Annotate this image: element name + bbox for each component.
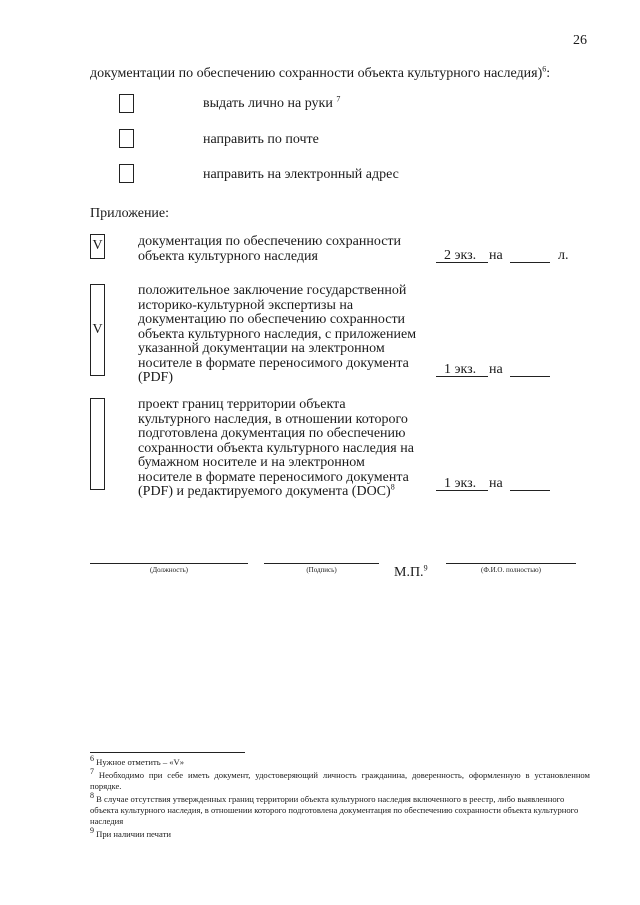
footnote-8 <box>90 791 590 827</box>
footnote-text: Нужное отметить – «V» <box>96 757 185 767</box>
footnote-number: 7 <box>90 767 94 777</box>
footnote-text: Необходимо при себе иметь документ, удостоверяющий личность гражданина, доверенность, оформленную в установленном порядке. <box>90 770 590 791</box>
footnotes <box>90 754 590 840</box>
appendix-item-line-text: (PDF) и редактируемого документа (DOC) <box>138 484 391 499</box>
appendix-item-line: историко-культурной экспертизы на <box>138 297 354 313</box>
full-name-caption: (Ф.И.О. полностью) <box>481 566 541 574</box>
appendix-item-3-on-label: на <box>489 476 503 491</box>
appendix-item-2-on-label: на <box>489 362 503 377</box>
seal-text: М.П. <box>394 565 424 580</box>
footnote-9 <box>90 826 590 840</box>
appendix-item-2-copies-underline <box>436 376 488 377</box>
appendix-item-3-text <box>138 398 414 500</box>
appendix-item-1-text <box>138 234 401 264</box>
appendix-item-1-sheets-field[interactable] <box>510 262 550 263</box>
appendix-item-1-on-label: на <box>489 248 503 263</box>
position-caption: (Должность) <box>150 566 188 574</box>
full-name-field[interactable] <box>446 563 576 564</box>
delivery-option-mail-checkbox[interactable] <box>119 129 134 148</box>
appendix-item-line: проект границ территории объекта <box>138 397 346 412</box>
appendix-item-line: бумажном носителе и на электронном <box>138 455 365 470</box>
appendix-item-3-copies-underline <box>436 490 488 491</box>
delivery-option-in-person-checkbox[interactable] <box>119 94 134 113</box>
appendix-item-line: сохранности объекта культурного наследия на <box>138 440 414 456</box>
delivery-option-in-person-label <box>203 96 340 111</box>
appendix-item-2-copies: 1 экз. <box>444 362 477 377</box>
appendix-item-1-sheets-unit: л. <box>558 248 569 263</box>
appendix-item-line <box>138 482 414 500</box>
appendix-item-line: культурного наследия, в отношении которого <box>138 411 408 427</box>
appendix-title: Приложение: <box>90 206 170 221</box>
seal-footnote-ref: 9 <box>423 563 428 573</box>
appendix-item-line: документация по обеспечению сохранности <box>138 234 402 249</box>
appendix-item-2-checkmark: V <box>92 322 103 337</box>
appendix-item-1-copies: 2 экз. <box>444 248 477 263</box>
appendix-item-line: носителе в формате переносимого документа <box>138 469 409 485</box>
footnote-text: В случае отсутствия утвержденных границ территории объекта культурного наследия включенного в реестр, либо выявленного объекта культурного наследия, в отношении которого подготовлена документация по обеспечению сохранности объекта культурного наследия <box>90 794 579 826</box>
appendix-item-line: объекта культурного наследия <box>138 249 318 264</box>
appendix-item-line: положительное заключение государственной <box>138 283 407 298</box>
footnote-number: 6 <box>90 754 94 764</box>
seal-label <box>394 565 428 580</box>
heading-line <box>90 66 550 81</box>
heading-footnote-ref: 6 <box>542 64 547 74</box>
appendix-item-3-checkbox[interactable] <box>90 398 105 490</box>
delivery-option-email-checkbox[interactable] <box>119 164 134 183</box>
heading-text: документации по обеспечению сохранности объекта культурного наследия) <box>90 66 543 81</box>
appendix-item-line: объекта культурного наследия, с приложением <box>138 326 417 342</box>
footnote-text: При наличии печати <box>96 829 171 839</box>
appendix-item-2-sheets-field[interactable] <box>510 376 550 377</box>
signature-caption: (Подпись) <box>306 566 337 574</box>
appendix-item-2-text <box>138 284 416 386</box>
footnote-7 <box>90 767 590 792</box>
footnote-6 <box>90 754 590 768</box>
heading-tail: : <box>546 66 551 81</box>
appendix-item-3-copies: 1 экз. <box>444 476 477 491</box>
delivery-option-label-text: выдать лично на руки <box>203 96 333 111</box>
footnote-number: 9 <box>90 826 94 836</box>
position-field[interactable] <box>90 563 248 564</box>
appendix-item-line: указанной документации на электронном <box>138 341 385 356</box>
appendix-item-line: носителе в формате переносимого документа <box>138 355 409 371</box>
appendix-item-line: подготовлена документация по обеспечению <box>138 426 406 441</box>
appendix-item-1-copies-underline <box>436 262 488 263</box>
delivery-option-footnote-ref: 7 <box>336 94 341 104</box>
appendix-item-1-checkmark: V <box>92 238 103 253</box>
page-number: 26 <box>573 33 587 48</box>
delivery-option-email-label: направить на электронный адрес <box>203 167 399 182</box>
footnote-separator <box>90 752 245 753</box>
appendix-item-3-footnote-ref: 8 <box>390 482 395 492</box>
appendix-item-line: документацию по обеспечению сохранности <box>138 312 406 327</box>
footnote-number: 8 <box>90 791 94 801</box>
delivery-option-mail-label: направить по почте <box>203 132 319 147</box>
signature-field[interactable] <box>264 563 379 564</box>
appendix-item-3-sheets-field[interactable] <box>510 490 550 491</box>
appendix-item-line: (PDF) <box>138 370 174 385</box>
